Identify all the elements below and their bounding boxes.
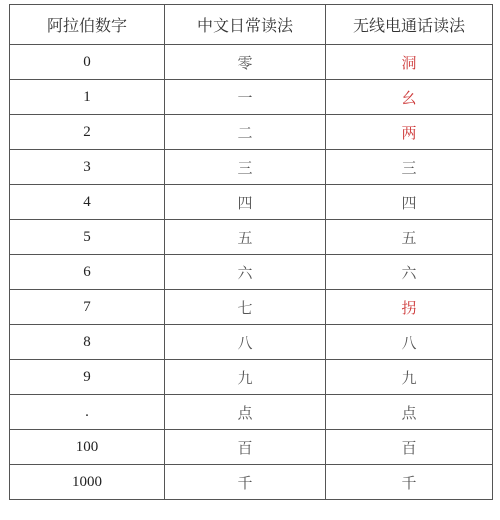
cell-radio-reading: 洞 bbox=[326, 45, 493, 80]
cell-radio-reading: 幺 bbox=[326, 80, 493, 115]
table-row bbox=[10, 80, 493, 115]
header-radio-reading: 无线电通话读法 bbox=[326, 5, 493, 45]
table-row bbox=[10, 255, 493, 290]
cell-daily-reading: 八 bbox=[165, 325, 326, 360]
cell-daily-reading: 四 bbox=[165, 185, 326, 220]
header-daily-reading: 中文日常读法 bbox=[165, 5, 326, 45]
cell-radio-reading: 九 bbox=[326, 360, 493, 395]
cell-arabic-numeral: 3 bbox=[10, 150, 165, 185]
cell-arabic-numeral: 7 bbox=[10, 290, 165, 325]
table-row bbox=[10, 430, 493, 465]
cell-radio-reading: 八 bbox=[326, 325, 493, 360]
cell-arabic-numeral: 2 bbox=[10, 115, 165, 150]
number-reading-table bbox=[9, 4, 493, 500]
cell-daily-reading: 零 bbox=[165, 45, 326, 80]
cell-daily-reading: 千 bbox=[165, 465, 326, 500]
cell-radio-reading: 拐 bbox=[326, 290, 493, 325]
table-row bbox=[10, 290, 493, 325]
cell-arabic-numeral: 0 bbox=[10, 45, 165, 80]
cell-daily-reading: 三 bbox=[165, 150, 326, 185]
table-row bbox=[10, 185, 493, 220]
cell-arabic-numeral: 8 bbox=[10, 325, 165, 360]
cell-arabic-numeral: 5 bbox=[10, 220, 165, 255]
cell-daily-reading: 百 bbox=[165, 430, 326, 465]
cell-daily-reading: 点 bbox=[165, 395, 326, 430]
cell-arabic-numeral: 9 bbox=[10, 360, 165, 395]
cell-radio-reading: 百 bbox=[326, 430, 493, 465]
table-header-row bbox=[10, 5, 493, 45]
cell-arabic-numeral: 6 bbox=[10, 255, 165, 290]
table-row bbox=[10, 465, 493, 500]
cell-daily-reading: 一 bbox=[165, 80, 326, 115]
cell-arabic-numeral: 100 bbox=[10, 430, 165, 465]
cell-radio-reading: 五 bbox=[326, 220, 493, 255]
cell-arabic-numeral: 1 bbox=[10, 80, 165, 115]
table-body bbox=[10, 45, 493, 500]
cell-radio-reading: 点 bbox=[326, 395, 493, 430]
cell-radio-reading: 两 bbox=[326, 115, 493, 150]
cell-daily-reading: 七 bbox=[165, 290, 326, 325]
cell-daily-reading: 五 bbox=[165, 220, 326, 255]
cell-radio-reading: 千 bbox=[326, 465, 493, 500]
cell-arabic-numeral: 4 bbox=[10, 185, 165, 220]
table-row bbox=[10, 395, 493, 430]
cell-daily-reading: 九 bbox=[165, 360, 326, 395]
cell-daily-reading: 二 bbox=[165, 115, 326, 150]
cell-arabic-numeral: . bbox=[10, 395, 165, 430]
table-row bbox=[10, 150, 493, 185]
table-row bbox=[10, 325, 493, 360]
cell-radio-reading: 六 bbox=[326, 255, 493, 290]
table-row bbox=[10, 360, 493, 395]
table-row bbox=[10, 220, 493, 255]
cell-radio-reading: 四 bbox=[326, 185, 493, 220]
cell-arabic-numeral: 1000 bbox=[10, 465, 165, 500]
cell-daily-reading: 六 bbox=[165, 255, 326, 290]
table-row bbox=[10, 45, 493, 80]
table-row bbox=[10, 115, 493, 150]
header-arabic-numeral: 阿拉伯数字 bbox=[10, 5, 165, 45]
cell-radio-reading: 三 bbox=[326, 150, 493, 185]
